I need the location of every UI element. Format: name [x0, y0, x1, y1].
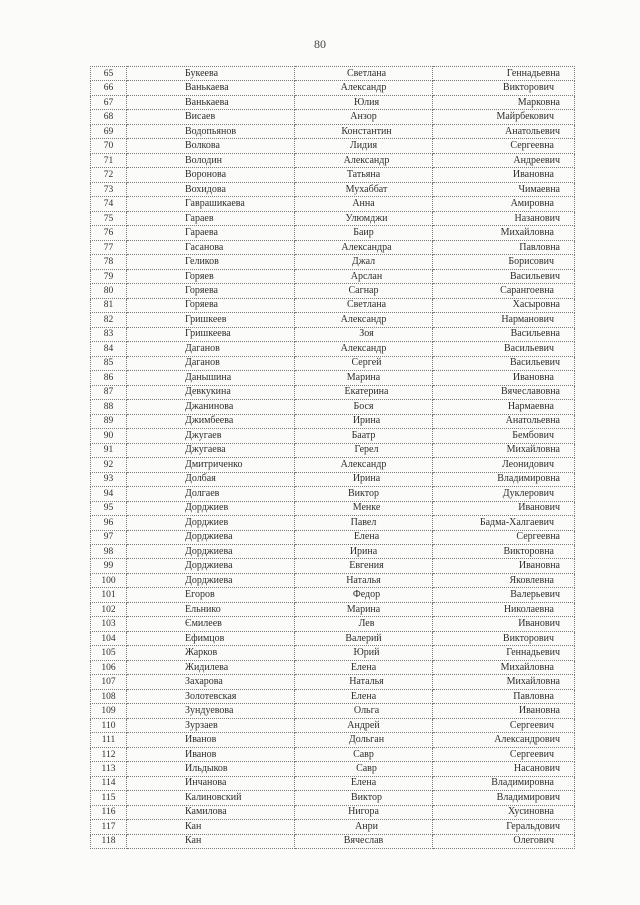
table-row [91, 516, 575, 530]
patronymic-cell: Леонидович [433, 458, 575, 472]
table-row [91, 834, 575, 848]
first-name-cell: Татьяна [295, 168, 433, 182]
patronymic-cell: Анатольевна [433, 414, 575, 428]
row-number-cell: 94 [91, 487, 127, 501]
table-row [91, 255, 575, 269]
last-name-cell: Дорджиева [127, 559, 295, 573]
patronymic-cell: Ивановна [433, 559, 575, 573]
patronymic-cell: Нарманович [433, 313, 575, 327]
table-row [91, 211, 575, 225]
row-number-cell: 110 [91, 718, 127, 732]
first-name-cell: Федор [295, 588, 433, 602]
patronymic-cell: Иванович [433, 501, 575, 515]
first-name-cell: Анри [295, 820, 433, 834]
roster-table [90, 66, 575, 849]
table-row [91, 559, 575, 573]
row-number-cell: 111 [91, 733, 127, 747]
table-row [91, 704, 575, 718]
table-row [91, 153, 575, 167]
table-row [91, 675, 575, 689]
table-row [91, 602, 575, 616]
first-name-cell: Александр [295, 313, 433, 327]
table-row [91, 805, 575, 819]
patronymic-cell: Михайловна [433, 660, 575, 674]
last-name-cell: Дмитриченко [127, 458, 295, 472]
table-row [91, 487, 575, 501]
last-name-cell: Ельнико [127, 602, 295, 616]
last-name-cell: Егоров [127, 588, 295, 602]
row-number-cell: 66 [91, 81, 127, 95]
last-name-cell: Гаврашикаева [127, 197, 295, 211]
row-number-cell: 93 [91, 472, 127, 486]
first-name-cell: Лидия [295, 139, 433, 153]
patronymic-cell: Павловна [433, 689, 575, 703]
row-number-cell: 80 [91, 284, 127, 298]
table-row [91, 544, 575, 558]
patronymic-cell: Майрбекович [433, 110, 575, 124]
last-name-cell: Дорджиев [127, 501, 295, 515]
row-number-cell: 87 [91, 385, 127, 399]
last-name-cell: Дорджиева [127, 544, 295, 558]
table-row [91, 313, 575, 327]
first-name-cell: Наталья [295, 675, 433, 689]
last-name-cell: Данышина [127, 371, 295, 385]
row-number-cell: 81 [91, 298, 127, 312]
first-name-cell: Павел [295, 516, 433, 530]
last-name-cell: Жарков [127, 646, 295, 660]
patronymic-cell: Владимирович [433, 791, 575, 805]
first-name-cell: Сергей [295, 356, 433, 370]
last-name-cell: Даганов [127, 356, 295, 370]
last-name-cell: Джугаев [127, 429, 295, 443]
row-number-cell: 106 [91, 660, 127, 674]
patronymic-cell: Хусиновна [433, 805, 575, 819]
row-number-cell: 77 [91, 240, 127, 254]
last-name-cell: Водопьянов [127, 124, 295, 138]
first-name-cell: Елена [295, 530, 433, 544]
first-name-cell: Наталья [295, 573, 433, 587]
patronymic-cell: Назанович [433, 211, 575, 225]
first-name-cell: Ольга [295, 704, 433, 718]
first-name-cell: Александр [295, 153, 433, 167]
table-row [91, 762, 575, 776]
table-row [91, 356, 575, 370]
patronymic-cell: Бембович [433, 429, 575, 443]
row-number-cell: 109 [91, 704, 127, 718]
table-row [91, 530, 575, 544]
last-name-cell: Дорджиева [127, 530, 295, 544]
patronymic-cell: Ивановна [433, 168, 575, 182]
first-name-cell: Александр [295, 81, 433, 95]
table-row [91, 414, 575, 428]
first-name-cell: Джал [295, 255, 433, 269]
patronymic-cell: Олегович [433, 834, 575, 848]
last-name-cell: Горяева [127, 298, 295, 312]
first-name-cell: Вячеслав [295, 834, 433, 848]
roster-body [91, 67, 575, 849]
patronymic-cell: Валерьевич [433, 588, 575, 602]
row-number-cell: 82 [91, 313, 127, 327]
last-name-cell: Геликов [127, 255, 295, 269]
table-row [91, 472, 575, 486]
table-row [91, 385, 575, 399]
last-name-cell: Гасанова [127, 240, 295, 254]
row-number-cell: 79 [91, 269, 127, 283]
row-number-cell: 73 [91, 182, 127, 196]
patronymic-cell: Сарангоевна [433, 284, 575, 298]
first-name-cell: Андрей [295, 718, 433, 732]
row-number-cell: 67 [91, 95, 127, 109]
patronymic-cell: Яковлевна [433, 573, 575, 587]
table-row [91, 371, 575, 385]
last-name-cell: Кан [127, 820, 295, 834]
row-number-cell: 78 [91, 255, 127, 269]
row-number-cell: 112 [91, 747, 127, 761]
patronymic-cell: Амировна [433, 197, 575, 211]
last-name-cell: Володин [127, 153, 295, 167]
patronymic-cell: Сергеевич [433, 718, 575, 732]
patronymic-cell: Сергеевич [433, 747, 575, 761]
last-name-cell: Ванькаева [127, 81, 295, 95]
first-name-cell: Александр [295, 458, 433, 472]
patronymic-cell: Васильевич [433, 342, 575, 356]
last-name-cell: Инчанова [127, 776, 295, 790]
patronymic-cell: Михайловна [433, 226, 575, 240]
patronymic-cell: Насанович [433, 762, 575, 776]
patronymic-cell: Геннадьевич [433, 646, 575, 660]
row-number-cell: 117 [91, 820, 127, 834]
first-name-cell: Виктор [295, 487, 433, 501]
first-name-cell: Менке [295, 501, 433, 515]
row-number-cell: 91 [91, 443, 127, 457]
table-row [91, 776, 575, 790]
first-name-cell: Светлана [295, 67, 433, 81]
last-name-cell: Горяева [127, 284, 295, 298]
last-name-cell: Ванькаева [127, 95, 295, 109]
last-name-cell: Кан [127, 834, 295, 848]
last-name-cell: Ефимцов [127, 631, 295, 645]
last-name-cell: Гараева [127, 226, 295, 240]
patronymic-cell: Васильевна [433, 327, 575, 341]
first-name-cell: Дольган [295, 733, 433, 747]
row-number-cell: 74 [91, 197, 127, 211]
patronymic-cell: Андреевич [433, 153, 575, 167]
table-row [91, 429, 575, 443]
last-name-cell: Иванов [127, 733, 295, 747]
row-number-cell: 96 [91, 516, 127, 530]
patronymic-cell: Васильевич [433, 269, 575, 283]
patronymic-cell: Викторовна [433, 544, 575, 558]
first-name-cell: Зоя [295, 327, 433, 341]
first-name-cell: Александра [295, 240, 433, 254]
page-number: 80 [314, 37, 326, 51]
first-name-cell: Юлия [295, 95, 433, 109]
table-row [91, 660, 575, 674]
table-row [91, 81, 575, 95]
patronymic-cell: Марковна [433, 95, 575, 109]
table-row [91, 269, 575, 283]
table-row [91, 226, 575, 240]
table-row [91, 617, 575, 631]
patronymic-cell: Геральдович [433, 820, 575, 834]
table-row [91, 342, 575, 356]
last-name-cell: Вохидова [127, 182, 295, 196]
last-name-cell: Зундуевова [127, 704, 295, 718]
table-row [91, 124, 575, 138]
patronymic-cell: Ивановна [433, 371, 575, 385]
table-row [91, 631, 575, 645]
row-number-cell: 113 [91, 762, 127, 776]
first-name-cell: Елена [295, 660, 433, 674]
first-name-cell: Ирина [295, 414, 433, 428]
first-name-cell: Улюмджи [295, 211, 433, 225]
table-row [91, 95, 575, 109]
last-name-cell: Ильдыков [127, 762, 295, 776]
table-row [91, 197, 575, 211]
first-name-cell: Евгения [295, 559, 433, 573]
first-name-cell: Сагнар [295, 284, 433, 298]
table-row [91, 400, 575, 414]
table-row [91, 67, 575, 81]
patronymic-cell: Вячеславовна [433, 385, 575, 399]
patronymic-cell: Николаевна [433, 602, 575, 616]
patronymic-cell: Геннадьевна [433, 67, 575, 81]
patronymic-cell: Сергеевна [433, 139, 575, 153]
table-row [91, 458, 575, 472]
row-number-cell: 84 [91, 342, 127, 356]
row-number-cell: 86 [91, 371, 127, 385]
last-name-cell: Ємилеев [127, 617, 295, 631]
row-number-cell: 89 [91, 414, 127, 428]
last-name-cell: Джанинова [127, 400, 295, 414]
row-number-cell: 101 [91, 588, 127, 602]
patronymic-cell: Павловна [433, 240, 575, 254]
first-name-cell: Екатерина [295, 385, 433, 399]
row-number-cell: 114 [91, 776, 127, 790]
patronymic-cell: Александрович [433, 733, 575, 747]
table-row [91, 327, 575, 341]
patronymic-cell: Михайловна [433, 675, 575, 689]
first-name-cell: Елена [295, 776, 433, 790]
row-number-cell: 70 [91, 139, 127, 153]
first-name-cell: Елена [295, 689, 433, 703]
last-name-cell: Девкукина [127, 385, 295, 399]
row-number-cell: 85 [91, 356, 127, 370]
table-row [91, 501, 575, 515]
first-name-cell: Лев [295, 617, 433, 631]
patronymic-cell: Сергеевна [433, 530, 575, 544]
table-row [91, 588, 575, 602]
patronymic-cell: Бадма-Халгаевич [433, 516, 575, 530]
last-name-cell: Букеева [127, 67, 295, 81]
last-name-cell: Захарова [127, 675, 295, 689]
patronymic-cell: Дуклерович [433, 487, 575, 501]
table-row [91, 168, 575, 182]
table-row [91, 646, 575, 660]
first-name-cell: Баатр [295, 429, 433, 443]
last-name-cell: Камилова [127, 805, 295, 819]
last-name-cell: Жидилева [127, 660, 295, 674]
last-name-cell: Даганов [127, 342, 295, 356]
first-name-cell: Савр [295, 762, 433, 776]
row-number-cell: 108 [91, 689, 127, 703]
row-number-cell: 103 [91, 617, 127, 631]
row-number-cell: 104 [91, 631, 127, 645]
table-row [91, 182, 575, 196]
last-name-cell: Долгаев [127, 487, 295, 501]
first-name-cell: Светлана [295, 298, 433, 312]
last-name-cell: Гришкеева [127, 327, 295, 341]
row-number-cell: 88 [91, 400, 127, 414]
table-row [91, 718, 575, 732]
last-name-cell: Джугаева [127, 443, 295, 457]
last-name-cell: Дорджиев [127, 516, 295, 530]
patronymic-cell: Михайловна [433, 443, 575, 457]
table-row [91, 573, 575, 587]
last-name-cell: Гришкеев [127, 313, 295, 327]
last-name-cell: Воронова [127, 168, 295, 182]
row-number-cell: 102 [91, 602, 127, 616]
last-name-cell: Горяев [127, 269, 295, 283]
row-number-cell: 72 [91, 168, 127, 182]
last-name-cell: Иванов [127, 747, 295, 761]
table-row [91, 443, 575, 457]
patronymic-cell: Анатольевич [433, 124, 575, 138]
row-number-cell: 76 [91, 226, 127, 240]
first-name-cell: Савр [295, 747, 433, 761]
patronymic-cell: Владимировна [433, 472, 575, 486]
row-number-cell: 71 [91, 153, 127, 167]
last-name-cell: Золотевская [127, 689, 295, 703]
row-number-cell: 95 [91, 501, 127, 515]
row-number-cell: 65 [91, 67, 127, 81]
row-number-cell: 68 [91, 110, 127, 124]
row-number-cell: 99 [91, 559, 127, 573]
last-name-cell: Висаев [127, 110, 295, 124]
first-name-cell: Виктор [295, 791, 433, 805]
patronymic-cell: Хасыровна [433, 298, 575, 312]
table-row [91, 791, 575, 805]
row-number-cell: 92 [91, 458, 127, 472]
row-number-cell: 107 [91, 675, 127, 689]
table-row [91, 733, 575, 747]
patronymic-cell: Ивановна [433, 704, 575, 718]
patronymic-cell: Иванович [433, 617, 575, 631]
first-name-cell: Марина [295, 602, 433, 616]
last-name-cell: Дорджиева [127, 573, 295, 587]
last-name-cell: Гараев [127, 211, 295, 225]
first-name-cell: Нигора [295, 805, 433, 819]
row-number-cell: 97 [91, 530, 127, 544]
patronymic-cell: Владимировна [433, 776, 575, 790]
last-name-cell: Зурзаев [127, 718, 295, 732]
first-name-cell: Юрий [295, 646, 433, 660]
row-number-cell: 100 [91, 573, 127, 587]
table-row [91, 110, 575, 124]
table-row [91, 298, 575, 312]
last-name-cell: Калиновский [127, 791, 295, 805]
first-name-cell: Ирина [295, 472, 433, 486]
row-number-cell: 98 [91, 544, 127, 558]
row-number-cell: 105 [91, 646, 127, 660]
patronymic-cell: Викторович [433, 81, 575, 95]
patronymic-cell: Нармаевна [433, 400, 575, 414]
row-number-cell: 115 [91, 791, 127, 805]
patronymic-cell: Борисович [433, 255, 575, 269]
row-number-cell: 75 [91, 211, 127, 225]
table-row [91, 240, 575, 254]
patronymic-cell: Чимаевна [433, 182, 575, 196]
last-name-cell: Волкова [127, 139, 295, 153]
first-name-cell: Анна [295, 197, 433, 211]
first-name-cell: Мухаббат [295, 182, 433, 196]
first-name-cell: Герел [295, 443, 433, 457]
first-name-cell: Константин [295, 124, 433, 138]
first-name-cell: Анзор [295, 110, 433, 124]
first-name-cell: Александр [295, 342, 433, 356]
row-number-cell: 90 [91, 429, 127, 443]
first-name-cell: Бося [295, 400, 433, 414]
first-name-cell: Валерий [295, 631, 433, 645]
row-number-cell: 83 [91, 327, 127, 341]
first-name-cell: Баир [295, 226, 433, 240]
patronymic-cell: Викторович [433, 631, 575, 645]
first-name-cell: Арслан [295, 269, 433, 283]
first-name-cell: Ирина [295, 544, 433, 558]
table-row [91, 139, 575, 153]
table-row [91, 820, 575, 834]
table-row [91, 747, 575, 761]
row-number-cell: 118 [91, 834, 127, 848]
table-row [91, 689, 575, 703]
last-name-cell: Долбая [127, 472, 295, 486]
table-row [91, 284, 575, 298]
row-number-cell: 116 [91, 805, 127, 819]
first-name-cell: Марина [295, 371, 433, 385]
row-number-cell: 69 [91, 124, 127, 138]
patronymic-cell: Васильевич [433, 356, 575, 370]
last-name-cell: Джимбеева [127, 414, 295, 428]
